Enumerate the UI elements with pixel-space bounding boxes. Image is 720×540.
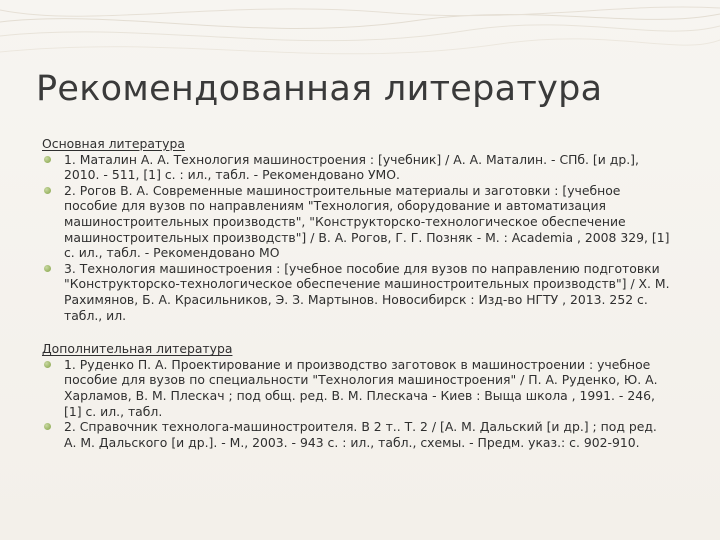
additional-literature-list (42, 357, 670, 451)
additional-literature-heading: Дополнительная литература (42, 341, 233, 357)
page-title: Рекомендованная литература (36, 69, 603, 109)
list-item-text: 2. Справочник технолога-машиностроителя. В 2 т.. Т. 2 / [А. М. Дальский [и др.] ; под ред. А. М. Дальского [и др.]. - М., 2003. - 943 с. : ил., табл., схемы. - Предм. указ.: с. 902-910. (64, 419, 657, 450)
bullet-icon (44, 423, 51, 430)
content-area (42, 136, 670, 450)
bullet-icon (44, 187, 51, 194)
list-item (42, 419, 670, 450)
bullet-icon (44, 265, 51, 272)
list-item (42, 261, 670, 323)
list-item-text: 2. Рогов В. А. Современные машиностроительные материалы и заготовки : [учебное пособие для вузов по направлениям "Технология, оборудование и автоматизация машиностроительных производств", "Конструкторско-технологическое обеспечение машиностроительных производств"] / В. А. Рогов, Г. Г. Позняк - М. : Academia , 2008 329, [1] с. ил., табл. - Рекомендовано МО (64, 182, 670, 261)
list-item-text: 3. Технология машиностроения : [учебное пособие для вузов по направлению подготовки "Конструкторско-технологическое обеспечение машиностроительных производств"] / Х. М. Рахимянов, Б. А. Красильников, Э. З. Мартынов. Новосибирск : Изд-во НГТУ , 2013. 252 с. табл., ил. (64, 260, 670, 323)
list-item-text: 1. Маталин А. А. Технология машиностроения : [учебник] / А. А. Маталин. - СПб. [и др.], 2010. - 511, [1] с. : ил., табл. - Рекомендовано УМО. (64, 151, 639, 183)
main-literature-heading: Основная литература (42, 136, 185, 151)
list-item (42, 152, 670, 183)
list-item (42, 183, 670, 261)
list-item (42, 357, 670, 419)
bullet-icon (44, 361, 51, 368)
bullet-icon (44, 156, 51, 163)
main-literature-list (42, 152, 670, 324)
list-item-text: 1. Руденко П. А. Проектирование и производство заготовок в машиностроении : учебное пособие для вузов по специальности "Технология машиностроения" / П. А. Руденко, Ю. А. Харламов, В. М. Плескач ; под общ. ред. В. М. Плескача - Киев : Выща школа , 1991. - 246, [1] с. ил., табл. (64, 356, 658, 419)
